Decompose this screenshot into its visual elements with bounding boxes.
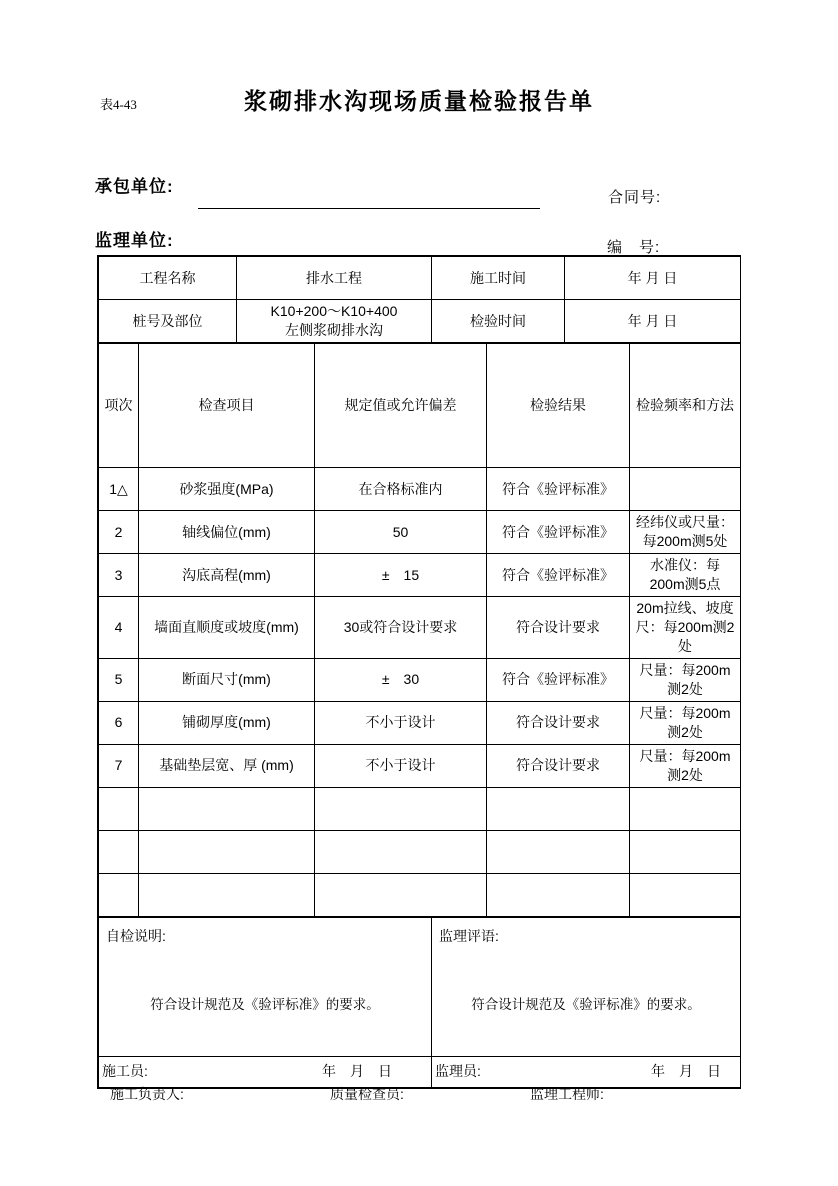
- info-row-station: [99, 300, 741, 343]
- empty-cell: [487, 873, 630, 916]
- cell-result: 符合《验评标准》: [487, 554, 630, 597]
- empty-cell: [487, 787, 630, 830]
- empty-row: [99, 830, 741, 873]
- form-code: 表4-43: [100, 97, 137, 112]
- quality-inspector-label: 质量检查员:: [330, 1086, 404, 1102]
- construction-time-value: 年 月 日: [565, 257, 741, 300]
- station-value: [237, 300, 432, 343]
- cell-result: 符合《验评标准》: [487, 658, 630, 701]
- cell-method: 尺量：每200m测2处: [630, 701, 741, 744]
- contract-no-label: 合同号:: [608, 189, 662, 206]
- station-line2: 左侧浆砌排水沟: [285, 322, 383, 338]
- empty-cell: [315, 787, 487, 830]
- inspection-items-table: [98, 343, 741, 917]
- station-label: 桩号及部位: [99, 300, 237, 343]
- header-item-no: 项次: [99, 344, 139, 468]
- table-row: [99, 511, 741, 554]
- cell-item: 铺砌厚度(mm): [139, 701, 315, 744]
- empty-cell: [487, 830, 630, 873]
- construction-manager-label: 施工负责人:: [110, 1086, 184, 1102]
- supervisor-label: 监理员:: [435, 1063, 481, 1080]
- builder-sign-cell: [99, 1056, 432, 1087]
- project-name-value: 排水工程: [237, 257, 432, 300]
- self-check-label: 自检说明:: [106, 927, 166, 944]
- builder-label: 施工员:: [102, 1063, 148, 1080]
- table-row: [99, 468, 741, 511]
- cell-method: 经纬仪或尺量：每200m测5处: [630, 511, 741, 554]
- empty-cell: [99, 787, 139, 830]
- cell-method: [630, 468, 741, 511]
- info-row-project: [99, 257, 741, 300]
- inspection-header-row: [99, 344, 741, 468]
- supervisor-comment-cell: [432, 917, 741, 1056]
- cell-spec: ± 15: [315, 554, 487, 597]
- cell-no: 5: [99, 658, 139, 701]
- empty-cell: [139, 787, 315, 830]
- cell-result: 符合《验评标准》: [487, 511, 630, 554]
- inspection-time-label: 检验时间: [432, 300, 565, 343]
- header-spec: 规定值或允许偏差: [315, 344, 487, 468]
- header-result: 检验结果: [487, 344, 630, 468]
- table-row: [99, 701, 741, 744]
- supervisor-sign-cell: [432, 1056, 741, 1087]
- contractor-fill-line: [198, 178, 540, 209]
- cell-no: 6: [99, 701, 139, 744]
- cell-spec: 不小于设计: [315, 701, 487, 744]
- construction-time-label: 施工时间: [432, 257, 565, 300]
- cell-method: 尺量：每200m测2处: [630, 744, 741, 787]
- cell-spec: 50: [315, 511, 487, 554]
- cell-result: 符合设计要求: [487, 701, 630, 744]
- page-title: 浆砌排水沟现场质量检验报告单: [244, 88, 594, 114]
- cell-method: 水准仪：每200m测5点: [630, 554, 741, 597]
- cell-no: 7: [99, 744, 139, 787]
- signature-row: [99, 1056, 741, 1087]
- cell-spec: 在合格标准内: [315, 468, 487, 511]
- info-table: [98, 256, 741, 343]
- cell-spec: 30或符合设计要求: [315, 597, 487, 659]
- cell-method: 20m拉线、坡度尺：每200m测2处: [630, 597, 741, 659]
- cell-no: 2: [99, 511, 139, 554]
- contractor-label: 承包单位:: [95, 177, 174, 196]
- self-check-cell: [99, 917, 432, 1056]
- table-row: [99, 554, 741, 597]
- cell-method: 尺量：每200m测2处: [630, 658, 741, 701]
- cell-no: 4: [99, 597, 139, 659]
- empty-cell: [315, 873, 487, 916]
- empty-row: [99, 787, 741, 830]
- table-row: [99, 658, 741, 701]
- cell-result: 符合《验评标准》: [487, 468, 630, 511]
- supervisor-date: 年 月 日: [651, 1063, 721, 1080]
- cell-result: 符合设计要求: [487, 744, 630, 787]
- project-name-label: 工程名称: [99, 257, 237, 300]
- header-method: 检验频率和方法: [630, 344, 741, 468]
- cell-spec: ± 30: [315, 658, 487, 701]
- empty-cell: [630, 830, 741, 873]
- empty-cell: [99, 873, 139, 916]
- self-check-text: 符合设计规范及《验评标准》的要求。: [150, 996, 380, 1012]
- cell-item: 断面尺寸(mm): [139, 658, 315, 701]
- cell-no: 3: [99, 554, 139, 597]
- cell-result: 符合设计要求: [487, 597, 630, 659]
- table-row: [99, 597, 741, 659]
- cell-item: 轴线偏位(mm): [139, 511, 315, 554]
- supervisor-comment-label: 监理评语:: [439, 927, 499, 944]
- cell-no: 1△: [99, 468, 139, 511]
- empty-cell: [139, 830, 315, 873]
- empty-row: [99, 873, 741, 916]
- cell-item: 墙面直顺度或坡度(mm): [139, 597, 315, 659]
- empty-cell: [139, 873, 315, 916]
- empty-cell: [315, 830, 487, 873]
- cell-item: 基础垫层宽、厚 (mm): [139, 744, 315, 787]
- supervision-unit-label: 监理单位:: [95, 231, 174, 250]
- table-row: [99, 744, 741, 787]
- serial-no-label: 编 号:: [607, 239, 661, 256]
- inspection-report-table: [97, 255, 741, 1089]
- builder-date: 年 月 日: [322, 1063, 392, 1080]
- inspection-time-value: 年 月 日: [565, 300, 741, 343]
- review-table: [98, 917, 741, 1088]
- empty-cell: [630, 873, 741, 916]
- station-line1: K10+200～K10+400: [270, 303, 398, 320]
- empty-cell: [630, 787, 741, 830]
- cell-item: 砂浆强度(MPa): [139, 468, 315, 511]
- cell-spec: 不小于设计: [315, 744, 487, 787]
- cell-item: 沟底高程(mm): [139, 554, 315, 597]
- empty-cell: [99, 830, 139, 873]
- supervisor-comment-text: 符合设计规范及《验评标准》的要求。: [471, 996, 701, 1012]
- review-row: [99, 917, 741, 1056]
- supervising-engineer-label: 监理工程师:: [530, 1086, 604, 1102]
- header-check-item: 检查项目: [139, 344, 315, 468]
